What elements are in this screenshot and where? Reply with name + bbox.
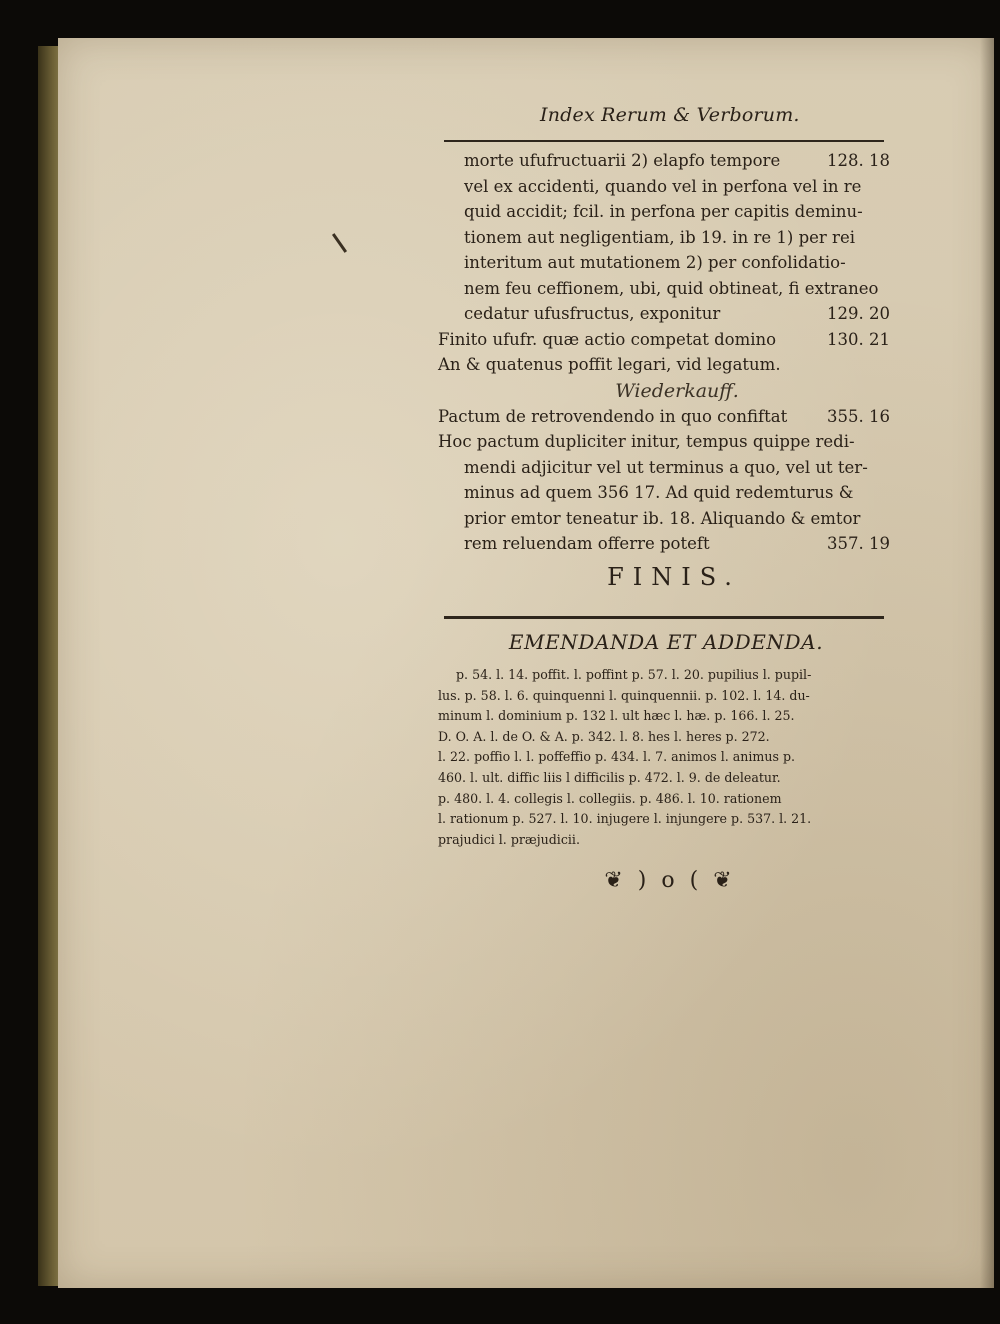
index-line-ref: 129. 20 [827, 304, 890, 323]
index-line-ref: 355. 16 [827, 406, 890, 426]
index-line [438, 250, 890, 276]
index-line-ref: 130. 21 [827, 329, 890, 349]
index-line [438, 480, 890, 506]
index-line [438, 429, 890, 455]
emendanda-line: minum l. dominium p. 132 l. ult hæc l. hæ. p. 166. l. 25. [438, 708, 795, 724]
index-line-text: minus ad quem 356 17. Ad quid redemturus & [464, 483, 854, 502]
index-line-ref: 128. 18 [827, 151, 890, 170]
index-subheading: Wiederkauff. [615, 379, 739, 402]
index-line [438, 276, 890, 302]
index-line-text: morte ufufructuarii 2) elapfo tempore [464, 151, 781, 170]
emendanda-line: D. O. A. l. de O. & A. p. 342. l. 8. hes l. heres p. 272. [438, 728, 770, 744]
emendanda-title: EMENDANDA ET ADDENDA. [508, 630, 824, 654]
emendanda-line: l. 22. poffio l. l. poffeffio p. 434. l. 7. animos l. animus p. [438, 749, 796, 765]
index-line-text: cedatur ufusfructus, exponitur [464, 304, 721, 323]
ornament-center: ) o ( [637, 868, 703, 893]
fleuron-right-icon: ❦ [713, 868, 736, 893]
index-line [438, 225, 890, 251]
index-line-text: rem reluendam offerre poteft [464, 534, 710, 553]
index-line [438, 404, 890, 430]
tailpiece-ornament [580, 868, 760, 893]
emendanda-line: p. 54. l. 14. poffit. l. poffint p. 57. l. 20. pupilius l. pupil- [456, 667, 812, 682]
fleuron-left-icon: ❦ [604, 868, 627, 893]
index-line-text: vel ex accidenti, quando vel in perfona vel in re [464, 176, 862, 196]
section-rule [444, 616, 884, 619]
header-rule [444, 140, 884, 142]
finis-heading: FINIS. [607, 562, 741, 591]
index-line-text: tionem aut negligentiam, ib 19. in re 1) per rei [464, 227, 855, 247]
index-line [438, 352, 890, 378]
emendanda-line: l. rationum p. 527. l. 10. injugere l. injungere p. 537. l. 21. [438, 811, 812, 827]
index-line [438, 531, 890, 557]
index-line-text: Hoc pactum dupliciter initur, tempus quippe redi- [438, 432, 855, 451]
index-line-text: interitum aut mutationem 2) per confolidatio- [464, 253, 846, 272]
index-line [438, 327, 890, 353]
emendanda-line: 460. l. ult. diffic liis l difficilis p. 472. l. 9. de deleatur. [438, 769, 781, 785]
index-line-ref: 357. 19 [827, 534, 890, 553]
index-line-text: prior emtor teneatur ib. 18. Aliquando & emtor [464, 508, 861, 528]
index-line [438, 174, 890, 200]
index-line [438, 199, 890, 225]
emendanda-line: p. 480. l. 4. collegis l. collegiis. p. 486. l. 10. rationem [438, 790, 782, 806]
index-line-text: quid accidit; fcil. in perfona per capitis deminu- [464, 202, 863, 221]
index-line [438, 506, 890, 532]
index-line-text: mendi adjicitur vel ut terminus a quo, vel ut ter- [464, 457, 868, 477]
index-line-text: An & quatenus poffit legari, vid legatum. [438, 355, 781, 374]
page-edge-shadow [980, 38, 994, 1288]
index-line-text: Pactum de retrovendendo in quo confiftat [438, 406, 788, 426]
index-line-text: Finito ufufr. quæ actio competat domino [438, 329, 777, 349]
emendanda-body [438, 665, 892, 850]
index-line [438, 148, 890, 174]
running-head: Index Rerum & Verborum. [540, 104, 800, 126]
index-text-block [438, 148, 890, 594]
emendanda-line: lus. p. 58. l. 6. quinquenni l. quinquennii. p. 102. l. 14. du- [438, 687, 810, 703]
index-line [438, 455, 890, 481]
index-line-text: nem feu ceffionem, ubi, quid obtineat, fi extraneo [464, 278, 879, 298]
index-line [438, 301, 890, 327]
emendanda-line: prajudici l. præjudicii. [438, 831, 580, 847]
